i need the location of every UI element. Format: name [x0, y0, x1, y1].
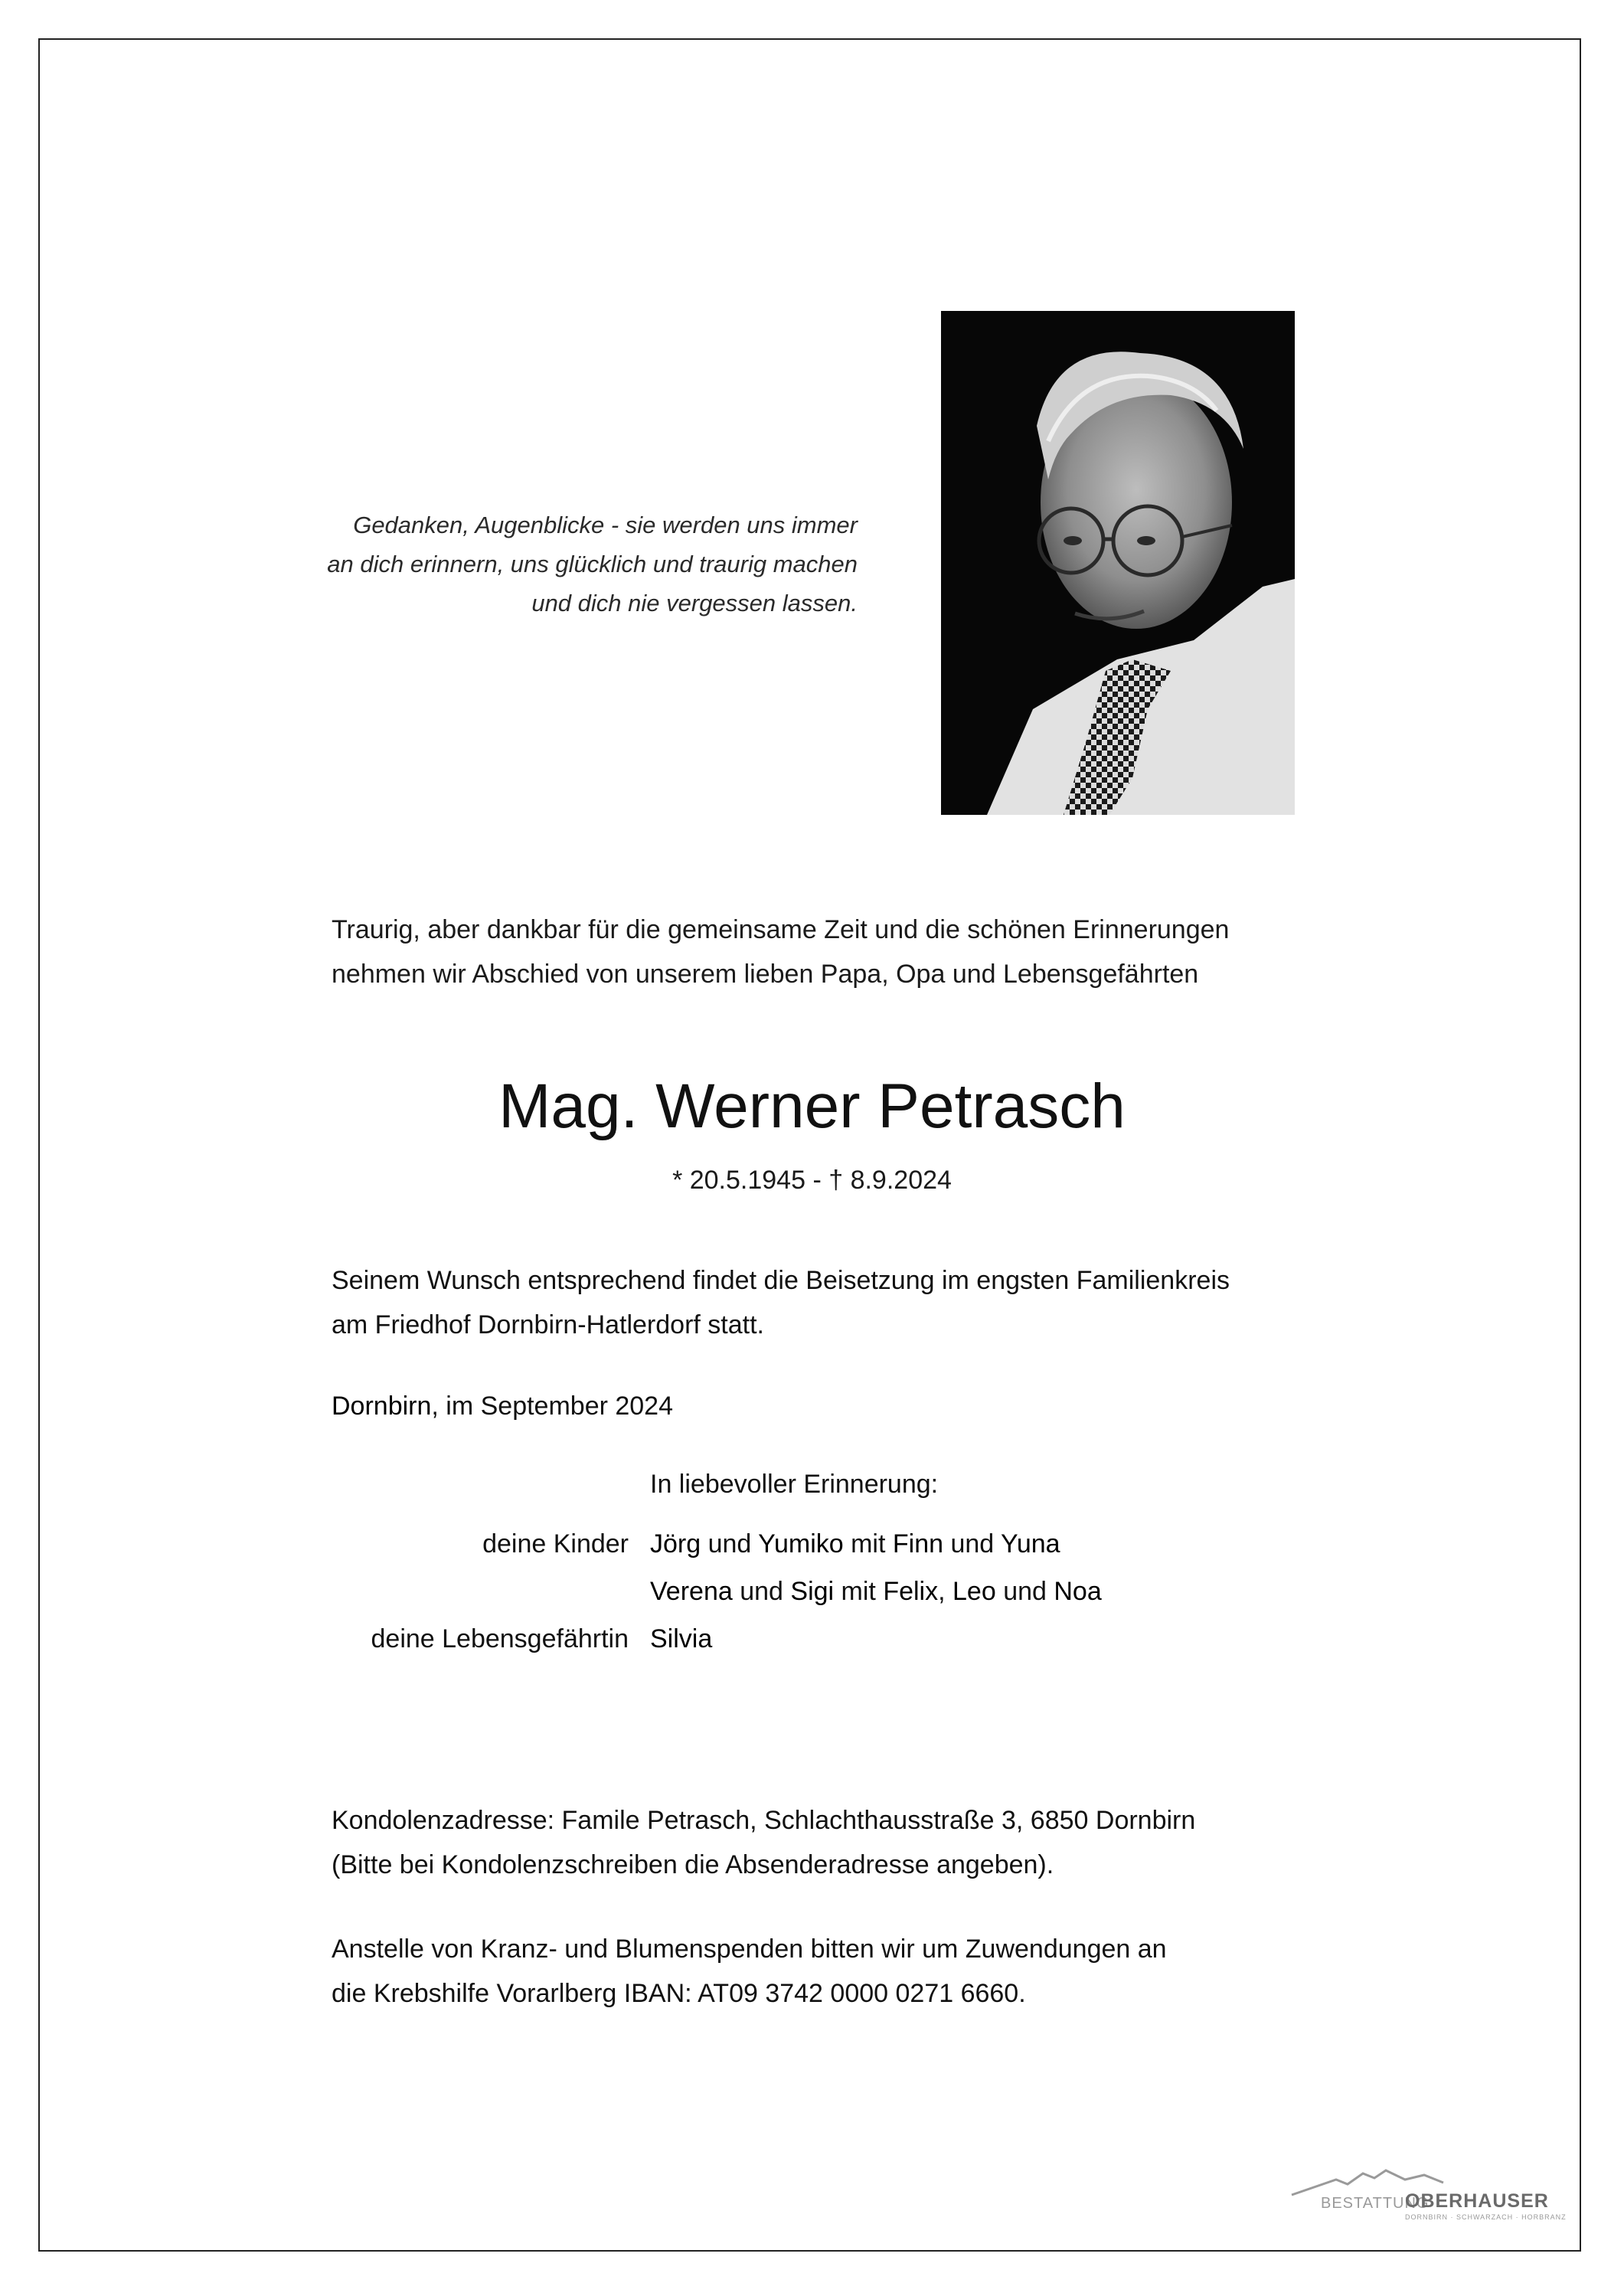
mourners-heading: In liebevoller Erinnerung:: [650, 1470, 939, 1499]
connector: mit: [834, 1577, 884, 1606]
connector: und: [701, 1529, 759, 1558]
connector: und: [732, 1577, 791, 1606]
connector: und: [995, 1577, 1054, 1606]
connector: mit: [843, 1529, 893, 1558]
deceased-name: Mag. Werner Petrasch: [498, 1071, 1126, 1141]
condolence-line: (Bitte bei Kondolenzschreiben die Absenderadresse angeben).: [332, 1850, 1054, 1879]
intro-text: [332, 908, 1229, 996]
funeral-line: Seinem Wunsch entsprechend findet die Beisetzung im engsten Familienkreis: [332, 1266, 1230, 1295]
connector: ,: [938, 1577, 953, 1606]
funeral-home-logo: [1290, 2166, 1567, 2221]
memorial-quote: [253, 505, 858, 623]
place-city: Dornbirn: [332, 1392, 432, 1421]
mourner-name: Silvia: [650, 1624, 713, 1653]
donation-line: die Krebshilfe Vorarlberg IBAN: AT09 3742 0000 0271 6660.: [332, 1979, 1026, 2008]
mourner-name: Yumiko: [758, 1529, 844, 1558]
funeral-line: am Friedhof Dornbirn-Hatlerdorf statt.: [332, 1310, 764, 1339]
intro-line: Traurig, aber dankbar für die gemeinsame Zeit und die schönen Erinnerungen: [332, 915, 1230, 944]
portrait-photo: [941, 311, 1295, 815]
mourner-name: Leo: [953, 1577, 996, 1606]
page-border: [38, 38, 1581, 2252]
children-label: deine Kinder: [482, 1529, 629, 1558]
intro-line: nehmen wir Abschied von unserem lieben Papa, Opa und Lebensgefährten: [332, 960, 1199, 989]
partner-line: [650, 1615, 712, 1663]
mourner-name: Sigi: [790, 1577, 835, 1606]
quote-line: an dich erinnern, uns glücklich und traurig machen: [327, 551, 858, 577]
life-dates: * 20.5.1945 - † 8.9.2024: [672, 1166, 952, 1195]
portrait-illustration: [941, 311, 1295, 815]
place-date: [332, 1385, 673, 1428]
mourner-name: Noa: [1054, 1577, 1102, 1606]
logo-small-text: BESTATTUNG: [1321, 2195, 1430, 2212]
mourner-name: Jörg: [650, 1529, 701, 1558]
quote-line: Gedanken, Augenblicke - sie werden uns immer: [353, 512, 858, 538]
donation-notice: [332, 1927, 1167, 2016]
mourner-name: Finn: [892, 1529, 944, 1558]
place-date-text: , im September 2024: [431, 1392, 674, 1421]
connector: und: [943, 1529, 1002, 1558]
partner-label: deine Lebensgefährtin: [371, 1624, 629, 1653]
condolence-line: Kondolenzadresse: Famile Petrasch, Schlachthausstraße 3, 6850 Dornbirn: [332, 1806, 1196, 1835]
mourner-name: Verena: [650, 1577, 733, 1606]
mourner-name: Felix: [883, 1577, 939, 1606]
mourner-name: Yuna: [1001, 1529, 1060, 1558]
funeral-notice: [332, 1258, 1230, 1347]
logo-big-text: OBERHAUSER: [1405, 2190, 1549, 2212]
quote-line: und dich nie vergessen lassen.: [531, 590, 858, 617]
donation-line: Anstelle von Kranz- und Blumenspenden bitten wir um Zuwendungen an: [332, 1935, 1167, 1964]
children-line: [650, 1568, 1102, 1615]
condolence-address: [332, 1798, 1195, 1887]
children-line: [650, 1520, 1060, 1568]
logo-sub-text: DORNBIRN · SCHWARZACH · HORBRANZ: [1405, 2213, 1567, 2221]
